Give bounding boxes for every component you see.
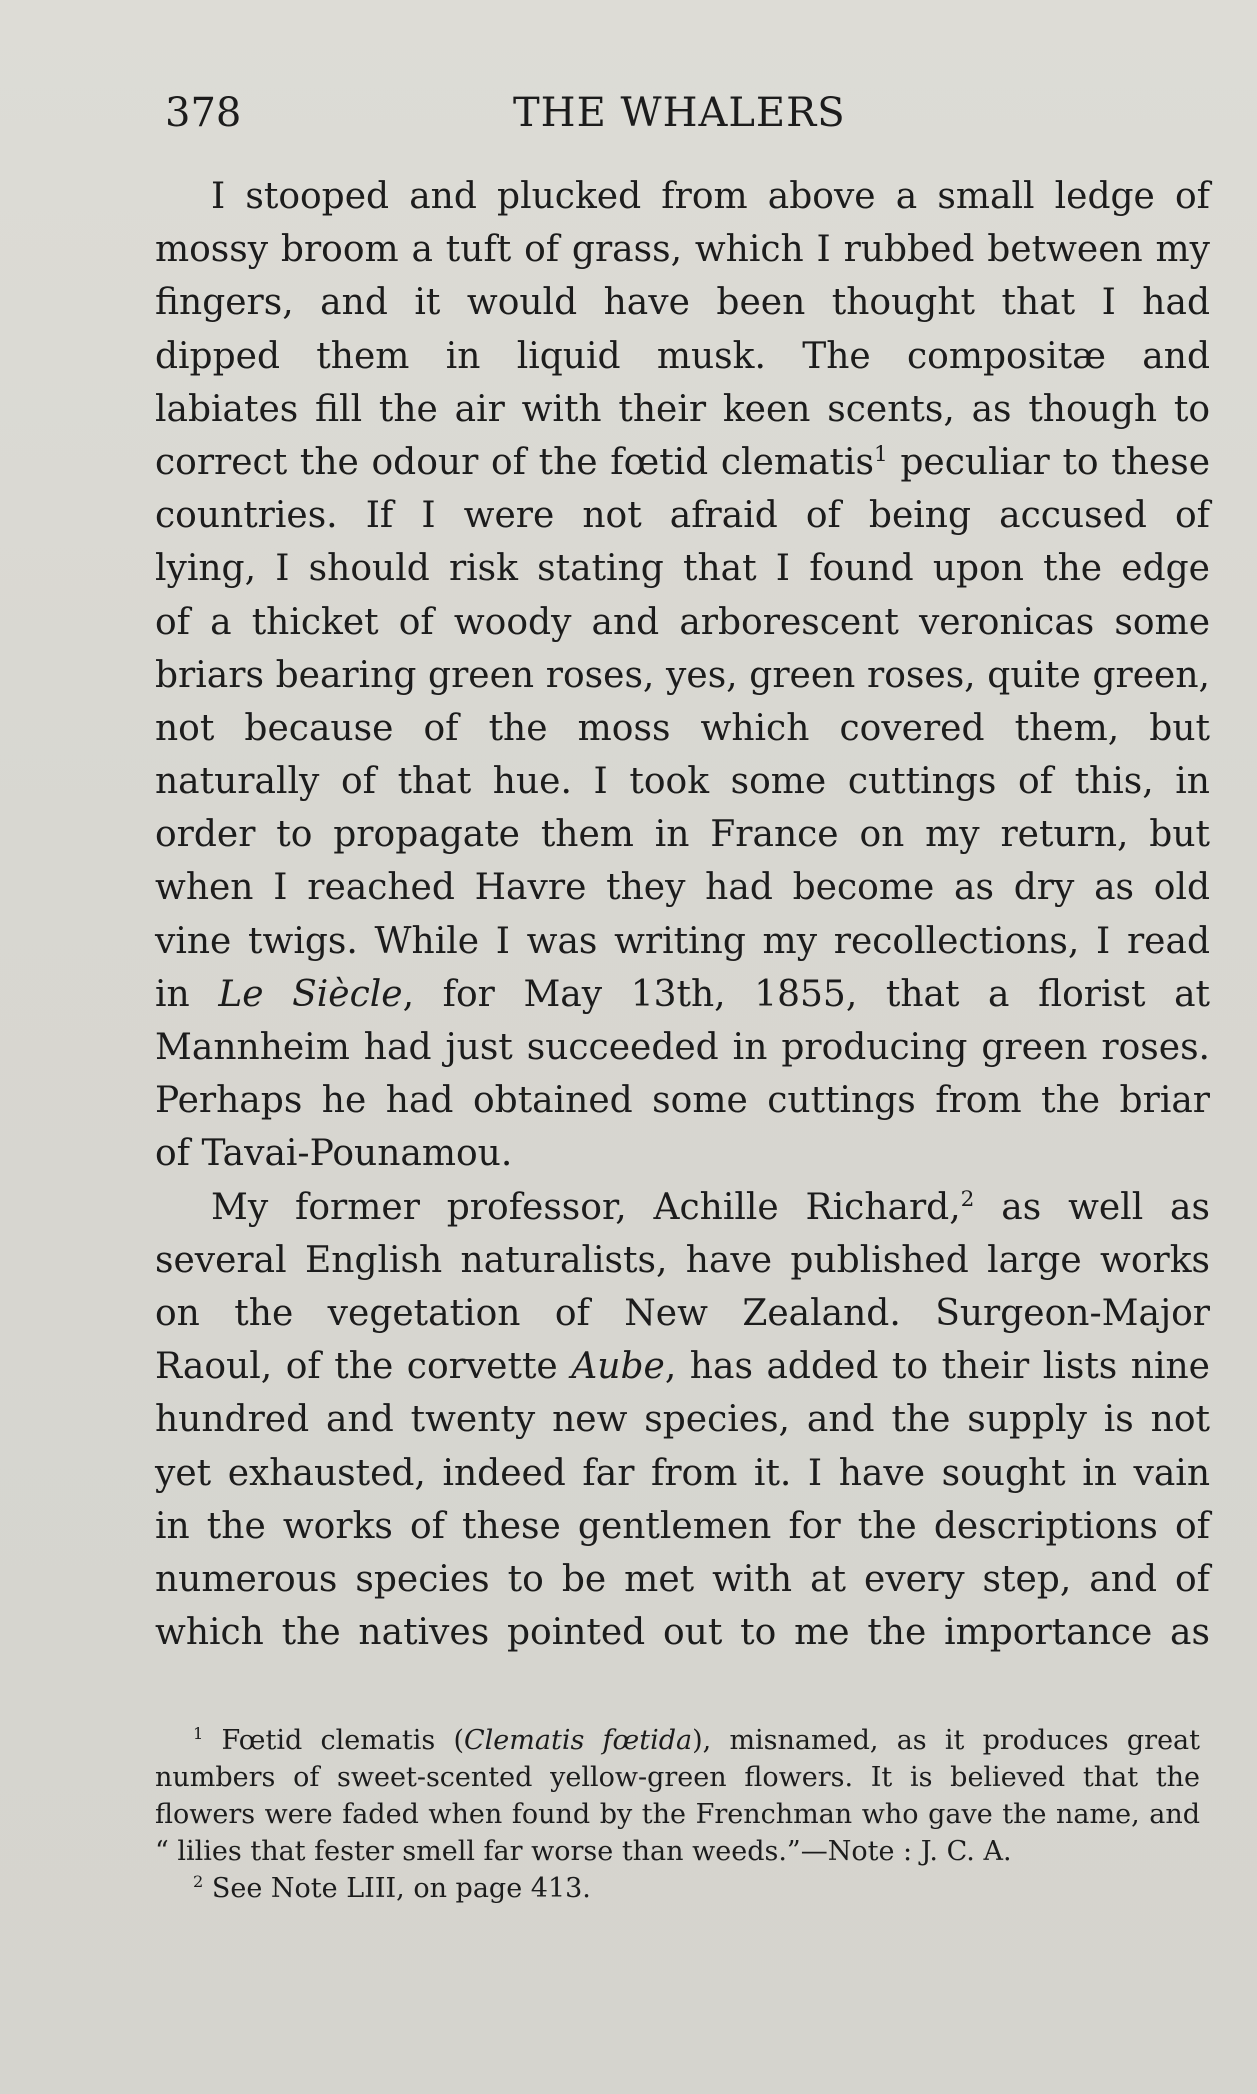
line-text: order to propagate them in France on my return, but bbox=[155, 814, 1210, 856]
body-line bbox=[155, 1074, 1210, 1127]
line-text: Raoul, of the corvette bbox=[155, 1346, 572, 1388]
italic-title: Clematis fœtida bbox=[464, 1725, 693, 1756]
line-text: on the vegetation of New Zealand. Surgeon-Major bbox=[155, 1292, 1210, 1334]
line-text: , for May 13th, 1855, that a florist at bbox=[402, 973, 1210, 1015]
body-line bbox=[155, 1287, 1210, 1340]
line-text: briars bearing green roses, yes, green roses, quite green, bbox=[155, 654, 1210, 696]
footnote-marker: 1 bbox=[193, 1724, 204, 1743]
line-text: vine twigs. While I was writing my recollections, I read bbox=[155, 920, 1210, 962]
body-line bbox=[155, 276, 1210, 329]
body-line bbox=[155, 330, 1210, 383]
line-text: I stooped and plucked from above a small ledge of bbox=[211, 176, 1210, 217]
line-text: labiates fill the air with their keen scents, as though to bbox=[155, 388, 1210, 430]
line-text: fingers, and it would have been thought that I had bbox=[155, 282, 1210, 324]
body-line bbox=[155, 1127, 1210, 1180]
body-line bbox=[155, 1021, 1210, 1074]
footnote-line bbox=[155, 1722, 1200, 1759]
body-line bbox=[155, 1181, 1210, 1234]
line-text: See Note LIII, on page 413. bbox=[203, 1873, 591, 1904]
body-line bbox=[155, 542, 1210, 595]
footnote-line bbox=[155, 1833, 1200, 1870]
italic-title: Aube bbox=[571, 1346, 665, 1388]
footnote-line bbox=[155, 1870, 1200, 1907]
line-text: countries. If I were not afraid of being accused of bbox=[155, 495, 1210, 537]
line-text: “ lilies that fester smell far worse than weeds.”—Note : J. C. A. bbox=[155, 1836, 1012, 1867]
footnotes bbox=[155, 1722, 1200, 1907]
line-text: of a thicket of woody and arborescent veronicas some bbox=[155, 601, 1210, 643]
line-text: peculiar to these bbox=[887, 441, 1210, 483]
line-text: of Tavai-Pounamou. bbox=[155, 1133, 513, 1175]
body-line bbox=[155, 1500, 1210, 1553]
body-line bbox=[155, 1340, 1210, 1393]
line-text: correct the odour of the fœtid clematis bbox=[155, 441, 874, 483]
body-line bbox=[155, 436, 1210, 489]
body-line bbox=[155, 649, 1210, 702]
body-line bbox=[155, 1234, 1210, 1287]
line-text: several English naturalists, have published large works bbox=[155, 1239, 1210, 1281]
footnote-marker: 2 bbox=[193, 1872, 204, 1891]
line-text: hundred and twenty new species, and the supply is not bbox=[155, 1399, 1210, 1441]
footnote-line bbox=[155, 1796, 1200, 1833]
body-line bbox=[155, 755, 1210, 808]
body-line bbox=[155, 489, 1210, 542]
footnote-line bbox=[155, 1759, 1200, 1796]
body-line bbox=[155, 1606, 1210, 1659]
body-line bbox=[155, 223, 1210, 276]
line-text: Fœtid clematis ( bbox=[203, 1725, 465, 1756]
line-text: yet exhausted, indeed far from it. I have sought in vain bbox=[155, 1452, 1210, 1494]
line-text: numbers of sweet-scented yellow-green flowers. It is believed that the bbox=[155, 1762, 1200, 1793]
line-text: not because of the moss which covered them, but bbox=[155, 707, 1210, 749]
body-line bbox=[155, 915, 1210, 968]
line-text: , has added to their lists nine bbox=[664, 1346, 1210, 1388]
body-line bbox=[155, 1393, 1210, 1446]
footnote-ref: 2 bbox=[960, 1186, 975, 1212]
line-text: flowers were faded when found by the Frenchman who gave the name, and bbox=[155, 1799, 1200, 1830]
line-text: dipped them in liquid musk. The compositæ and bbox=[155, 335, 1210, 377]
line-text: ), misnamed, as it produces great bbox=[692, 1725, 1200, 1756]
body-line bbox=[155, 861, 1210, 914]
body-line bbox=[155, 968, 1210, 1021]
italic-title: Le Siècle bbox=[218, 973, 403, 1015]
line-text: numerous species to be met with at every step, and of bbox=[155, 1558, 1210, 1600]
line-text: Perhaps he had obtained some cuttings from the briar bbox=[155, 1080, 1210, 1122]
line-text: mossy broom a tuft of grass, which I rubbed between my bbox=[155, 229, 1210, 271]
line-text: as well as bbox=[974, 1186, 1210, 1228]
body-line bbox=[155, 1447, 1210, 1500]
body-line bbox=[155, 383, 1210, 436]
line-text: lying, I should risk stating that I found upon the edge bbox=[155, 548, 1210, 590]
footnote-ref: 1 bbox=[873, 441, 888, 467]
line-text: in bbox=[155, 973, 219, 1015]
line-text: in the works of these gentlemen for the descriptions of bbox=[155, 1505, 1210, 1547]
body-line bbox=[155, 596, 1210, 649]
body-line bbox=[155, 808, 1210, 861]
line-text: which the natives pointed out to me the importance as bbox=[155, 1612, 1210, 1654]
line-text: naturally of that hue. I took some cuttings of this, in bbox=[155, 761, 1210, 803]
body-line bbox=[155, 1553, 1210, 1606]
body-line bbox=[155, 170, 1210, 223]
body-text bbox=[155, 170, 1210, 1659]
line-text: My former professor, Achille Richard, bbox=[211, 1186, 961, 1228]
page-number: 378 bbox=[165, 90, 242, 136]
line-text: Mannheim had just succeeded in producing green roses. bbox=[155, 1027, 1210, 1068]
running-title: THE WHALERS bbox=[513, 90, 846, 136]
line-text: when I reached Havre they had become as dry as old bbox=[155, 867, 1210, 909]
page-header bbox=[165, 88, 1205, 138]
body-line bbox=[155, 702, 1210, 755]
